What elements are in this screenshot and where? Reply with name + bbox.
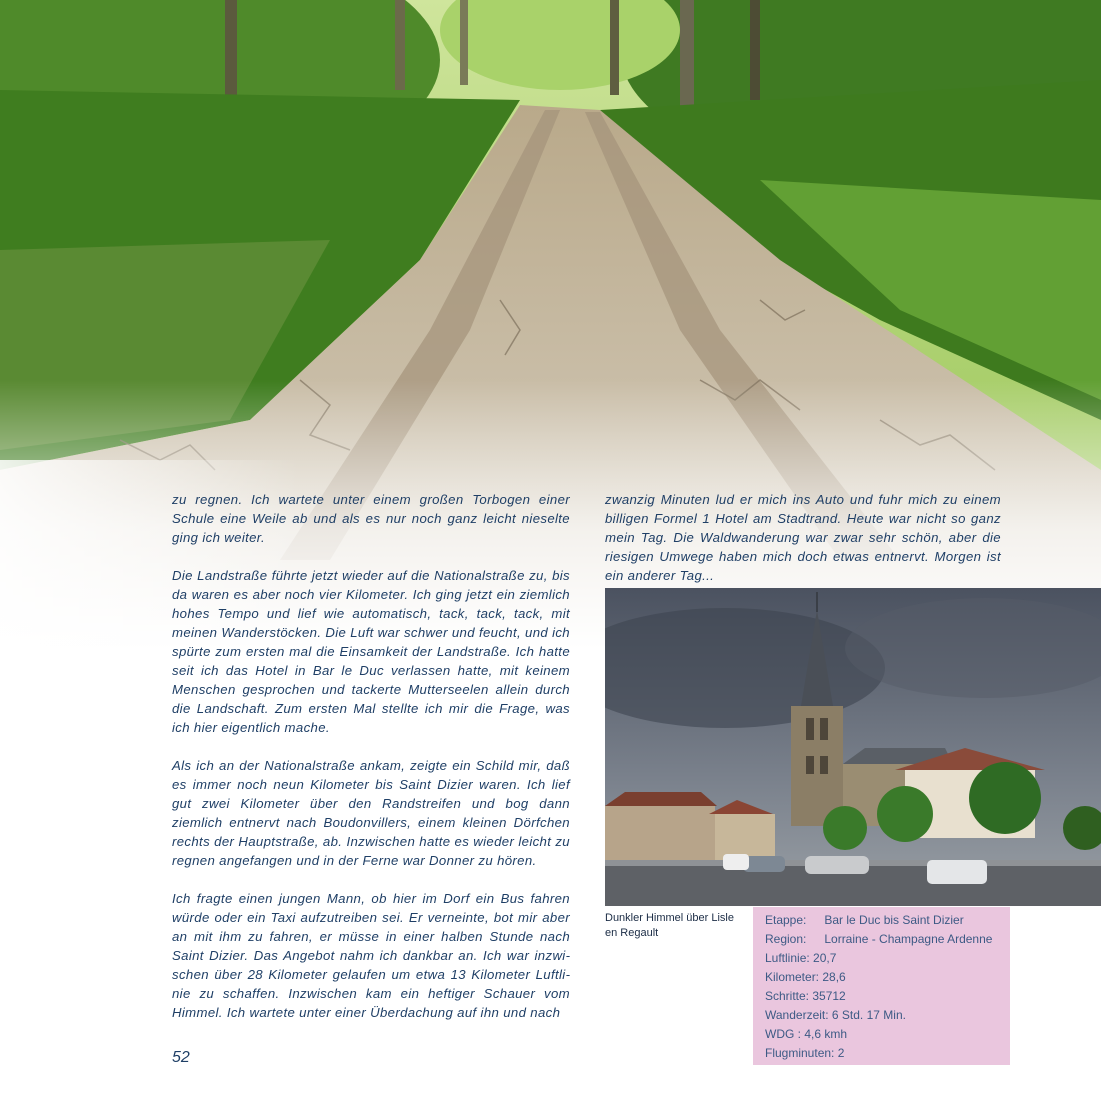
info-row-wdg: WDG : 4,6 kmh bbox=[765, 1027, 848, 1041]
info-row-wanderzeit: Wanderzeit: 6 Std. 17 Min. bbox=[765, 1008, 906, 1022]
paragraph: Die Landstraße führte jetzt wieder auf die Nationalstraße zu, bis da waren es aber noch vier Kilometer. Ich ging jetzt ein ziemlich hohes Tempo und lief wie automatisch, tack, tack, tack, mit meinen Wanderstöcken. Die Luft war schwer und feucht, und ich spürte zum ersten mal die Einsamkeit der Landstraße. Ich hatte seit ich das Hotel in Bar le Duc verlassen hatte, mit keinem Menschen gesprochen und tackerte Mutterseelen allein durch die Landschaft. Zum ersten Mal stellte ich mir die Frage, was ich hier eigentlich mache. bbox=[172, 568, 570, 735]
paragraph: Als ich an der Nationalstraße ankam, zeigte ein Schild mir, daß es immer noch neun Kilometer bis Saint Dizier waren. Ich lief gut zwei Kilometer über den Randstreifen und bog dann ziemlich entnervt nach Boudonvillers, einem kleinen Dörfchen rechts der Hauptstraße, ab. Inzwischen hatte es wieder leicht zu regnen angefangen und in der Ferne war Donner zu hören. bbox=[172, 758, 570, 868]
etappe-value: Bar le Duc bis Saint Dizier bbox=[824, 913, 964, 927]
text-column-right bbox=[605, 490, 1001, 585]
paragraph: zu regnen. Ich wartete unter einem großen Torbogen einer Schule eine Weile ab und als es nur noch ganz leicht nieselte ging ich weiter. bbox=[172, 492, 570, 545]
info-row-flugminuten: Flugminuten: 2 bbox=[765, 1046, 845, 1060]
info-row-region bbox=[765, 930, 1010, 949]
info-row-etappe bbox=[765, 911, 1010, 930]
church-photo bbox=[605, 588, 1101, 906]
region-value: Lorraine - Champagne Ardenne bbox=[824, 932, 993, 946]
photo-caption: Dunkler Himmel über Lisle en Regault bbox=[605, 912, 734, 939]
paragraph: Ich fragte einen jungen Mann, ob hier im Dorf ein Bus fahren würde oder ein Taxi aufzutreiben sei. Er verneinte, bot mir aber an mit ihm zu fahren, er müsse in einer halben Stunde nach Saint Dizier. Das Angebot nahm ich dankbar an. Ich war inzwischen über 28 Kilometer gelaufen um etwa 13 Kilometer Luftlinie zu schaffen. Inzwischen kam ein heftiger Schauer vom Himmel. Ich wartete unter einer Überdachung auf ihn und nach bbox=[172, 891, 570, 1020]
text-column-left bbox=[172, 490, 570, 1022]
page-number: 52 bbox=[172, 1049, 190, 1066]
stage-info-box bbox=[753, 907, 1010, 1065]
etappe-label: Etappe: bbox=[765, 913, 807, 927]
info-row-schritte: Schritte: 35712 bbox=[765, 989, 846, 1003]
info-row-luftlinie: Luftlinie: 20,7 bbox=[765, 951, 837, 965]
paragraph: zwanzig Minuten lud er mich ins Auto und fuhr mich zu einem billigen Formel 1 Hotel am Stadtrand. Heute war nicht so ganz mein Tag. Die Waldwanderung war zwar sehr schön, aber die riesigen Umwege haben mich doch etwas entnervt. Morgen ist ein anderer Tag... bbox=[605, 492, 1001, 583]
region-label: Region: bbox=[765, 932, 807, 946]
info-row-kilometer: Kilometer: 28,6 bbox=[765, 970, 846, 984]
